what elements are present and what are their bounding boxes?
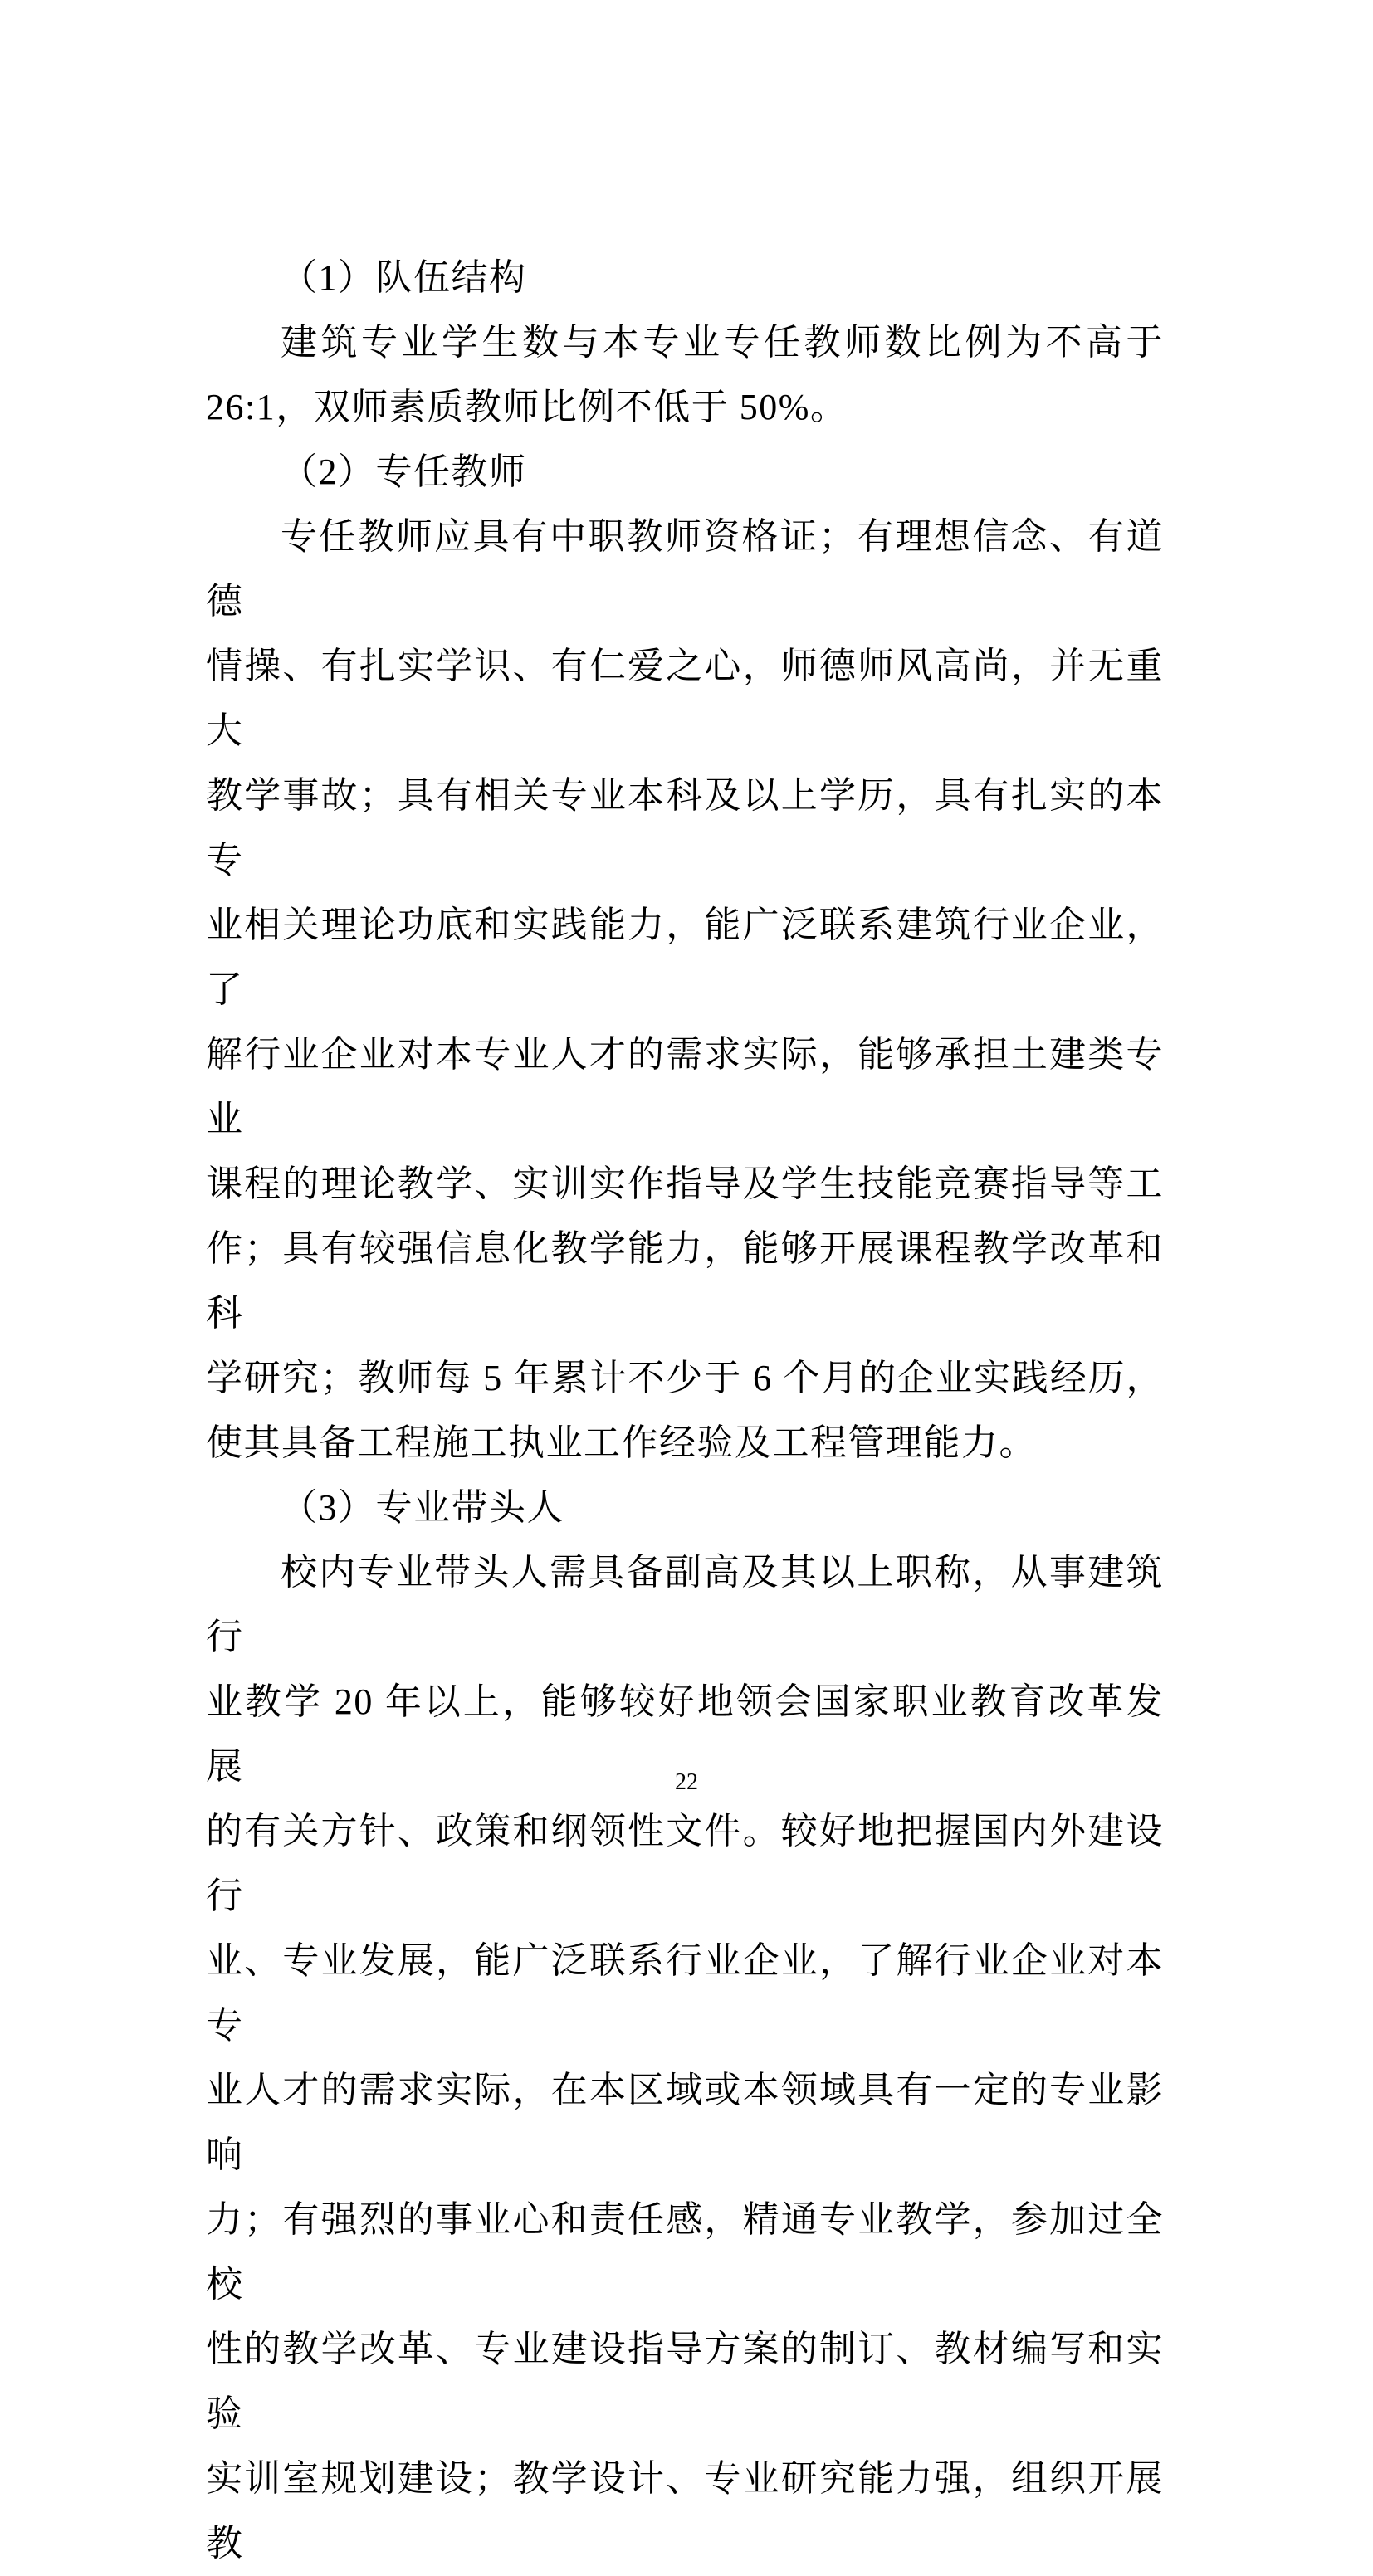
text-line: 性的教学改革、专业建设指导方案的制订、教材编写和实验 <box>206 2329 1164 2434</box>
text-line: 情操、有扎实学识、有仁爱之心，师德师风高尚，并无重大 <box>206 646 1164 751</box>
text-line: 业教学 20 年以上，能够较好地领会国家职业教育改革发展 <box>206 1681 1164 1787</box>
text-line: 的有关方针、政策和纲领性文件。较好地把握国内外建设行 <box>206 1811 1164 1916</box>
text-line: 建筑专业学生数与本专业专任教师数比例为不高于 <box>281 322 1164 363</box>
text-line: 业、专业发展，能广泛联系行业企业，了解行业企业对本专 <box>206 1940 1164 2046</box>
text-line: 校内专业带头人需具备副高及其以上职称，从事建筑行 <box>206 1552 1164 1657</box>
text-line: 教学事故；具有相关专业本科及以上学历，具有扎实的本专 <box>206 775 1164 881</box>
text-line: 作；具有较强信息化教学能力，能够开展课程教学改革和科 <box>206 1228 1164 1334</box>
text-line: 课程的理论教学、实训实作指导及学生技能竞赛指导等工 <box>206 1164 1164 1204</box>
document-body <box>206 246 1164 2576</box>
text-line: 业人才的需求实际，在本区域或本领域具有一定的专业影响 <box>206 2070 1164 2175</box>
text-line: 实训室规划建设；教学设计、专业研究能力强，组织开展教 <box>206 2458 1164 2564</box>
page-footer <box>0 1770 1373 1795</box>
page-number: 22 <box>675 1769 698 1795</box>
text-line: 学研究；教师每 5 年累计不少于 6 个月的企业实践经历， <box>206 1358 1164 1398</box>
text-line: 业相关理论功底和实践能力，能广泛联系建筑行业企业，了 <box>206 905 1164 1010</box>
section-heading-3: （3）专业带头人 <box>281 1487 564 1528</box>
text-line: 专任教师应具有中职教师资格证；有理想信念、有道德 <box>206 516 1164 622</box>
text-line: 解行业企业对本专业人才的需求实际，能够承担土建类专业 <box>206 1034 1164 1139</box>
text-line: 力；有强烈的事业心和责任感，精通专业教学，参加过全校 <box>206 2199 1164 2305</box>
section-heading-2: （2）专任教师 <box>281 451 527 492</box>
text-line: 使其具备工程施工执业工作经验及工程管理能力。 <box>206 1422 1037 1463</box>
text-line: 26:1，双师素质教师比例不低于 50%。 <box>206 387 848 427</box>
section-heading-1: （1）队伍结构 <box>281 257 527 298</box>
